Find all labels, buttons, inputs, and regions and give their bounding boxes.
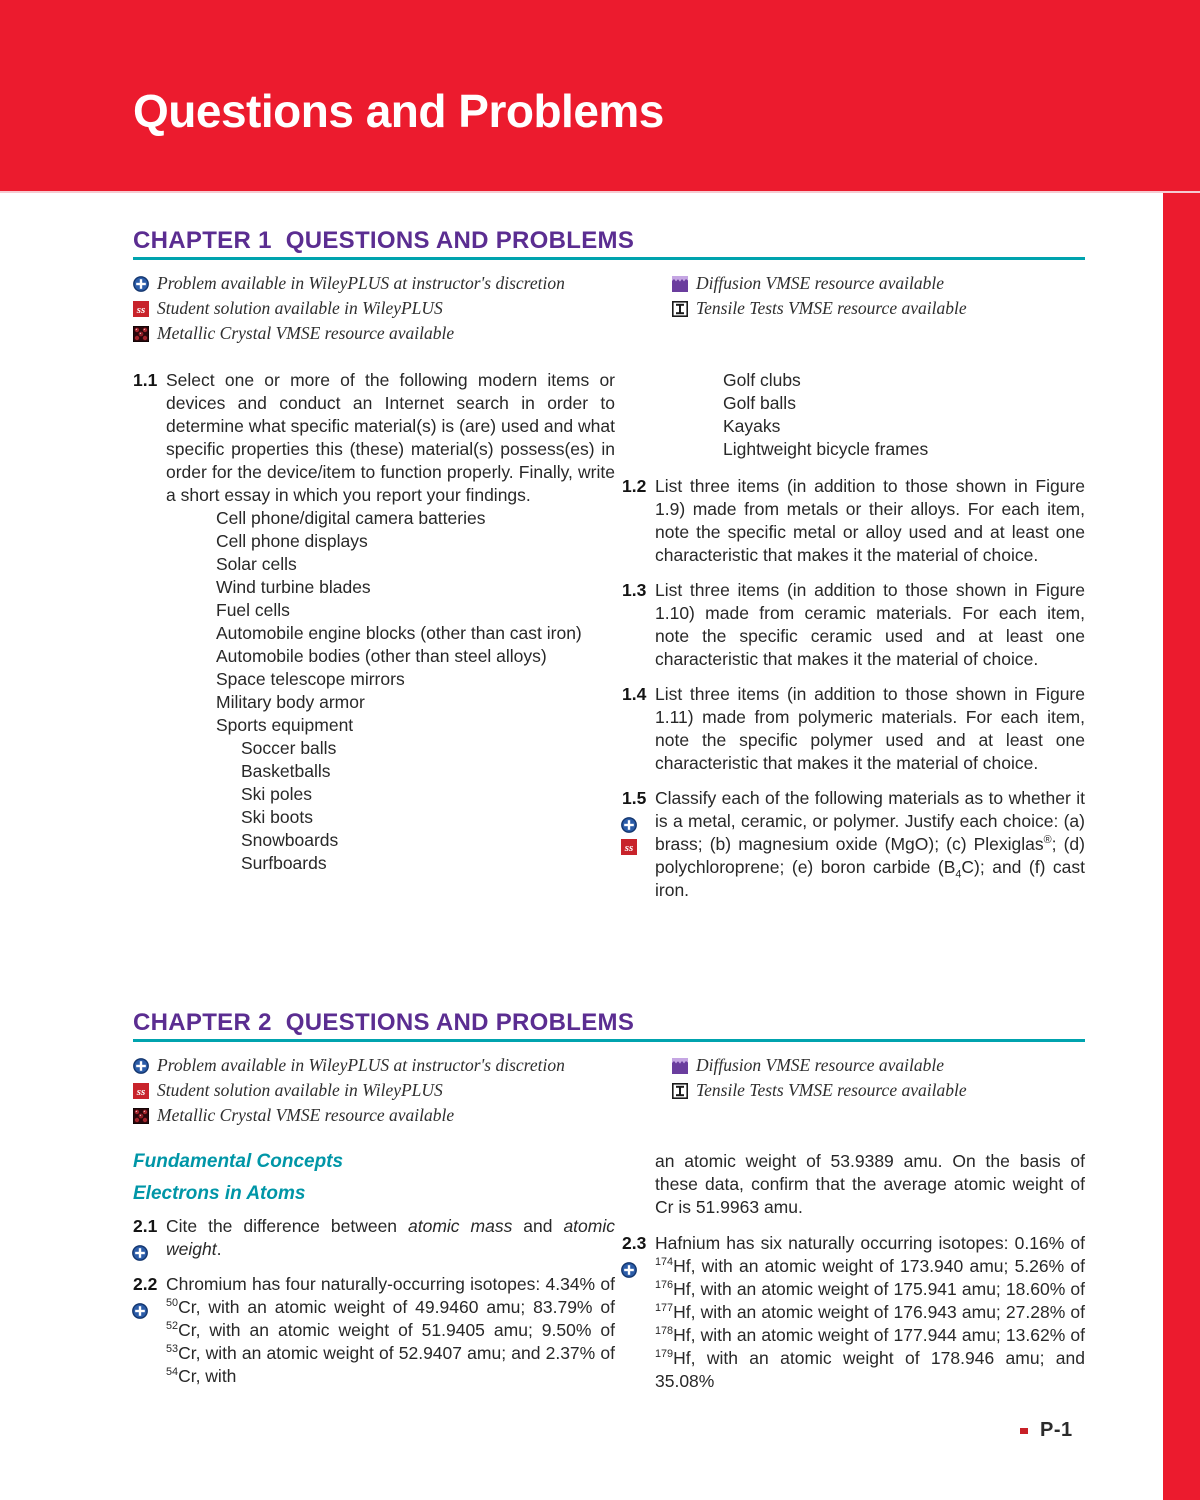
- legend-row: [133, 1053, 565, 1078]
- list-item: Cell phone displays: [216, 531, 368, 551]
- chapter-1-rule: [133, 257, 1085, 260]
- problem-1-3: [622, 579, 1085, 671]
- problem-2-3: [622, 1232, 1085, 1393]
- chapter-1-legend-right: [672, 271, 967, 321]
- problem-text: [166, 369, 615, 875]
- problem-1-5: [622, 787, 1085, 902]
- chapter-2-label: CHAPTER 2: [133, 1009, 272, 1036]
- student-solution-icon: [133, 301, 149, 317]
- list-item: Lightweight bicycle frames: [723, 439, 929, 459]
- list-item: Kayaks: [723, 416, 781, 436]
- item-sublist-continued: [723, 369, 1085, 461]
- section-heading-fundamental-concepts: Fundamental Concepts: [133, 1151, 344, 1172]
- list-item: Golf balls: [723, 393, 796, 413]
- wileyplus-problem-icon: [132, 1244, 148, 1260]
- list-item: Solar cells: [216, 554, 297, 574]
- item-sublist: [241, 737, 615, 875]
- legend-label: Tensile Tests VMSE resource available: [696, 298, 967, 318]
- tensile-tests-vmse-icon: [672, 301, 688, 317]
- item-list: [216, 507, 615, 737]
- legend-label: Problem available in WileyPLUS at instructor's discretion: [157, 273, 565, 293]
- legend-row: [133, 296, 565, 321]
- list-item: Fuel cells: [216, 600, 290, 620]
- tensile-tests-vmse-icon: [672, 1083, 688, 1099]
- chapter-1-label: CHAPTER 1: [133, 227, 272, 254]
- problem-paragraph: Select one or more of the following modern items or devices and conduct an Internet search in order to determine what specific material(s) is (are) used and what specific properties this (these) material(s) possess(es) in order for the device/item to function properly. Finally, write a short essay in which you report your findings.: [166, 370, 615, 505]
- chapter-1-title: QUESTIONS AND PROBLEMS: [285, 227, 635, 254]
- problem-text: Classify each of the following materials as to whether it is a metal, ceramic, or polymer. Justify each choice: (a) brass; (b) magnesium oxide (MgO); (c) Plexiglas®; (d) polychloroprene; (e) boron carbide $(B_4C)$; and (f) cast iron.: [655, 788, 1085, 900]
- list-item: Automobile engine blocks (other than cast iron): [216, 623, 582, 643]
- problem-text: List three items (in addition to those shown in Figure 1.9) made from metals or their alloys. For each item, note the specific metal or alloy used and at least one characteristic that makes it the material of choice.: [655, 476, 1085, 565]
- problem-number: 1.5: [622, 788, 647, 808]
- list-item: Cell phone/digital camera batteries: [216, 508, 486, 528]
- legend-label: Metallic Crystal VMSE resource available: [157, 1105, 455, 1125]
- right-edge-red-band: [1163, 0, 1200, 1500]
- list-item: Snowboards: [241, 830, 339, 850]
- chapter-1-legend-left: [133, 271, 565, 346]
- legend-row: [672, 271, 967, 296]
- chapter-2-heading: [133, 1009, 634, 1037]
- problem-2-1: [133, 1215, 615, 1261]
- chapter-2-right-column: [622, 1150, 1085, 1405]
- student-solution-icon: [621, 838, 637, 854]
- list-item: Automobile bodies (other than steel alloys): [216, 646, 547, 666]
- diffusion-vmse-icon: [672, 276, 688, 292]
- metallic-crystal-vmse-icon: [133, 326, 149, 342]
- section-heading-electrons-in-atoms: Electrons in Atoms: [133, 1183, 306, 1204]
- list-item: Golf clubs: [723, 370, 801, 390]
- list-item: Military body armor: [216, 692, 365, 712]
- legend-row: [133, 321, 565, 346]
- problem-number: 2.2: [133, 1274, 158, 1294]
- list-item: Space telescope mirrors: [216, 669, 405, 689]
- problem-number: 1.4: [622, 684, 647, 704]
- problem-text: Hafnium has six naturally occurring isotopes: 0.16% of $^{174}$Hf, with an atomic weight of 173.940 amu; 5.26% of $^{176}$Hf, with an atomic weight of 175.941 amu; 18.60% of $^{177}$Hf, with an atomic weight of 176.943 amu; 27.28% of $^{178}$Hf, with an atomic weight of 177.944 amu; 13.62% of $^{179}$Hf, with an atomic weight of 178.946 amu; and 35.08%: [655, 1233, 1085, 1391]
- page-footer: [1020, 1419, 1073, 1442]
- list-item: Ski boots: [241, 807, 313, 827]
- svg-text:ss: ss: [136, 303, 146, 316]
- chapter-1-left-column: [133, 369, 615, 887]
- metallic-crystal-vmse-icon: [133, 1108, 149, 1124]
- chapter-1-right-column: [622, 369, 1085, 914]
- problem-number: 2.1: [133, 1216, 158, 1236]
- wileyplus-problem-icon: [133, 1058, 149, 1074]
- legend-label: Student solution available in WileyPLUS: [157, 298, 443, 318]
- legend-row: [133, 1103, 565, 1128]
- list-item: Wind turbine blades: [216, 577, 371, 597]
- problem-1-1: [133, 369, 615, 875]
- problem-text: Chromium has four naturally-occurring isotopes: 4.34% of $^{50}$Cr, with an atomic weight of 49.9460 amu; 83.79% of $^{52}$Cr, with an atomic weight of 51.9405 amu; 9.50% of $^{53}$Cr, with an atomic weight of 52.9407 amu; and 2.37% of $^{54}$Cr, with: [166, 1274, 615, 1386]
- student-solution-icon: [133, 1083, 149, 1099]
- problem-text: List three items (in addition to those shown in Figure 1.10) made from ceramic materials. For each item, note the specific ceramic used and at least one characteristic that makes it the material of choice.: [655, 580, 1085, 669]
- problem-number: 1.3: [622, 580, 647, 600]
- wileyplus-problem-icon: [132, 1302, 148, 1318]
- problem-1-4: [622, 683, 1085, 775]
- list-item: Ski poles: [241, 784, 313, 804]
- page-number: P-1: [1040, 1419, 1073, 1441]
- chapter-2-title: QUESTIONS AND PROBLEMS: [285, 1009, 635, 1036]
- problem-number: 1.2: [622, 476, 647, 496]
- problem-1-2: [622, 475, 1085, 567]
- legend-label: Metallic Crystal VMSE resource available: [157, 323, 455, 343]
- legend-label: Diffusion VMSE resource available: [696, 273, 945, 293]
- chapter-1-heading: [133, 227, 634, 255]
- problem-number: 1.1: [133, 370, 158, 390]
- legend-label: Problem available in WileyPLUS at instructor's discretion: [157, 1055, 565, 1075]
- chapter-2-left-column: [133, 1150, 615, 1400]
- footer-bullet-icon: [1020, 1428, 1028, 1434]
- legend-row: [672, 296, 967, 321]
- wileyplus-problem-icon: [621, 1261, 637, 1277]
- chapter-2-rule: [133, 1039, 1085, 1042]
- legend-label: Diffusion VMSE resource available: [696, 1055, 945, 1075]
- chapter-2-legend-left: [133, 1053, 565, 1128]
- problem-number: 2.3: [622, 1233, 647, 1253]
- legend-row: [672, 1078, 967, 1103]
- wileyplus-problem-icon: [133, 276, 149, 292]
- legend-label: Student solution available in WileyPLUS: [157, 1080, 443, 1100]
- problem-2-2: [133, 1273, 615, 1388]
- chapter-2-legend-right: [672, 1053, 967, 1103]
- list-item: Surfboards: [241, 853, 327, 873]
- svg-text:ss: ss: [136, 1085, 146, 1098]
- legend-row: [672, 1053, 967, 1078]
- list-item: Sports equipment: [216, 715, 354, 735]
- list-item: Soccer balls: [241, 738, 337, 758]
- svg-text:ss: ss: [624, 842, 634, 855]
- page-banner: [0, 0, 1200, 193]
- legend-row: [133, 271, 565, 296]
- wileyplus-problem-icon: [621, 816, 637, 832]
- problem-text: Cite the difference between atomic mass and atomic weight.: [166, 1216, 615, 1259]
- problem-text: List three items (in addition to those shown in Figure 1.11) made from polymeric materials. For each item, note the specific polymer used and at least one characteristic that makes it the material of choice.: [655, 684, 1085, 773]
- legend-row: [133, 1078, 565, 1103]
- diffusion-vmse-icon: [672, 1058, 688, 1074]
- page-title: Questions and Problems: [133, 85, 664, 137]
- legend-label: Tensile Tests VMSE resource available: [696, 1080, 967, 1100]
- list-item: Basketballs: [241, 761, 331, 781]
- problem-2-2-continuation: an atomic weight of 53.9389 amu. On the basis of these data, confirm that the average atomic weight of Cr is 51.9963 amu.: [655, 1151, 1085, 1217]
